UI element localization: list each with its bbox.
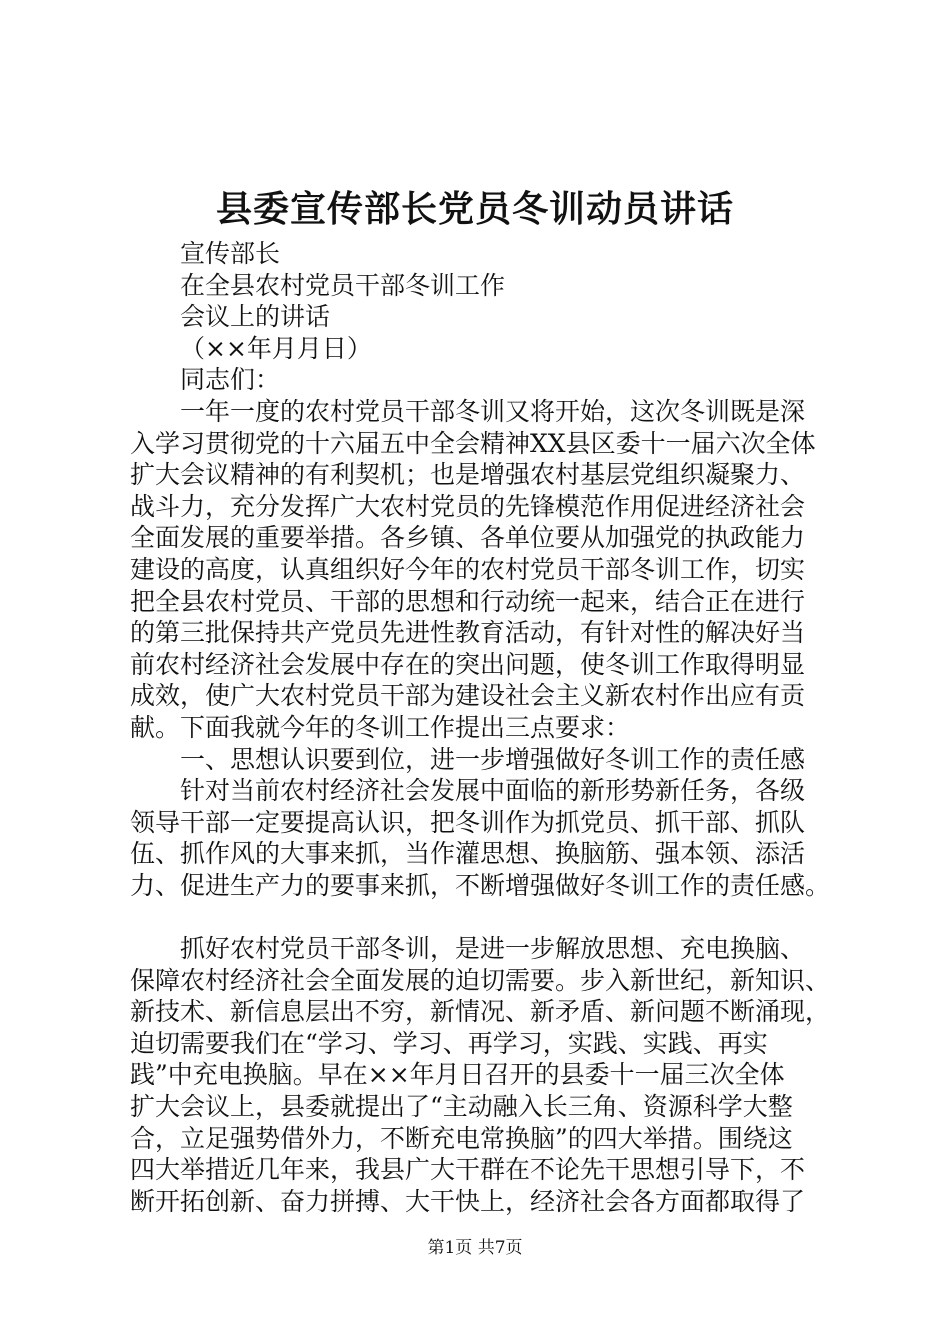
paragraph-line: 扩大会议上，县委就提出了“主动融入长三角、资源科学大整 [130,1092,793,1122]
document-title: 县委宣传部长党员冬训动员讲话 [215,188,734,230]
paragraph-line: 践”中充电换脑。早在××年月日召开的县委十一届三次全体 [130,1060,785,1090]
paragraph-line: 迫切需要我们在“学习、学习、再学习，实践、实践、再实 [130,1028,768,1058]
paragraph-line: 针对当前农村经济社会发展中面临的新形势新任务，各级 [180,776,806,806]
paragraph-line: 伍、抓作风的大事来抓，当作灌思想、换脑筋、强本领、添活 [130,839,806,869]
paragraph-line: 的第三批保持共产党员先进性教育活动，有针对性的解决好当 [130,618,806,648]
paragraph-line: 全面发展的重要举措。各乡镇、各单位要从加强党的执政能力 [130,523,806,553]
paragraph-line: 断开拓创新、奋力拼搏、大干快上，经济社会各方面都取得了 [130,1186,806,1216]
paragraph-line: 扩大会议精神的有利契机；也是增强农村基层党组织凝聚力、 [130,460,806,490]
speaker-title: 宣传部长 [180,239,281,268]
date-line: （××年月月日） [180,333,372,363]
meeting-line-1: 在全县农村党员干部冬训工作 [180,270,506,300]
document-body [130,238,840,1217]
paragraph-line: 把全县农村党员、干部的思想和行动统一起来，结合正在进行 [130,586,806,616]
paragraph-line: 献。下面我就今年的冬训工作提出三点要求： [130,712,631,742]
paragraph-line: 四大举措近几年来，我县广大干群在不论先干思想引导下，不 [130,1155,806,1185]
paragraph-line: 领导干部一定要提高认识，把冬训作为抓党员、抓干部、抓队 [130,807,806,837]
paragraph-line: 保障农村经济社会全面发展的迫切需要。步入新世纪，新知识、 [130,965,831,995]
paragraph-line: 新技术、新信息层出不穷，新情况、新矛盾、新问题不断涌现， [130,997,831,1027]
section-heading: 一、思想认识要到位，进一步增强做好冬训工作的责任感 [180,744,806,774]
paragraph-line: 战斗力，充分发挥广大农村党员的先锋模范作用促进经济社会 [130,491,806,521]
salutation: 同志们： [180,365,281,395]
paragraph-line: 抓好农村党员干部冬训，是进一步解放思想、充电换脑、 [180,934,806,964]
paragraph-line: 入学习贯彻党的十六届五中全会精神XX县区委十一届六次全体 [130,428,816,458]
page-number-footer: 第1页 共7页 [427,1238,523,1258]
paragraph-line: 合，立足强势借外力，不断充电常换脑”的四大举措。围绕这 [130,1123,793,1153]
paragraph-line: 力、促进生产力的要事来抓，不断增强做好冬训工作的责任感。 [130,870,831,900]
paragraph-line: 建设的高度，认真组织好今年的农村党员干部冬训工作，切实 [130,554,806,584]
paragraph-line: 前农村经济社会发展中存在的突出问题，使冬训工作取得明显 [130,649,806,679]
paragraph-line: 一年一度的农村党员干部冬训又将开始，这次冬训既是深 [180,396,806,426]
paragraph-line: 成效，使广大农村党员干部为建设社会主义新农村作出应有贡 [130,681,806,711]
paragraph-spacer [130,901,840,933]
meeting-line-2: 会议上的讲话 [180,302,331,332]
